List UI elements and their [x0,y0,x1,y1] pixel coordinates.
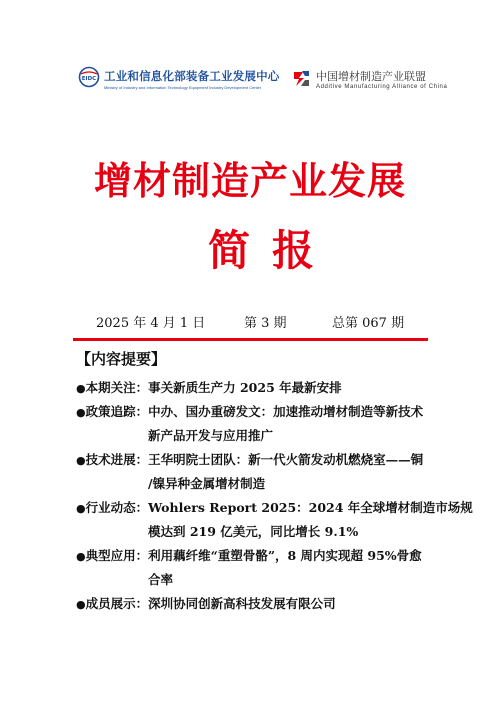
miit-logo-icon [78,66,100,88]
summary-item-label: 本期关注： [85,380,149,395]
miit-org-name: 工业和信息化部装备工业发展中心 [104,69,280,83]
summary-item-continuation: 模达到 219 亿美元，同比增长 9.1% [148,524,359,539]
summary-item [76,496,473,521]
bullet-icon: ● [76,502,86,515]
bullet-icon: ● [76,382,86,395]
summary-item [76,592,336,617]
summary-item-label: 政策追踪： [85,404,149,419]
bullet-icon: ● [76,454,86,467]
alliance-org-name: 中国增材制造产业联盟 [316,70,426,83]
summary-item-label: 成员展示： [85,596,149,611]
summary-item-text: Wohlers Report 2025：2024 年全球增材制造市场规 [148,500,473,515]
summary-item-continuation: 合率 [148,572,174,587]
summary-item-label: 典型应用： [85,548,149,563]
main-title: 增材制造产业发展 [93,158,406,203]
bullet-icon: ● [76,406,86,419]
issue-total-number: 总第 067 期 [332,316,405,331]
red-divider [73,338,428,341]
summary-item [76,544,422,569]
summary-heading: 【内容提要】 [76,350,167,368]
issue-date: 2025 年 4 月 1 日 [96,316,206,331]
summary-item-label: 行业动态： [85,500,149,515]
issue-number: 第 3 期 [244,316,287,331]
summary-item-text: 深圳协同创新高科技发展有限公司 [148,596,336,611]
summary-item-label: 技术进展： [85,452,149,467]
bullet-icon: ● [76,550,86,563]
summary-item-text: 中办、国办重磅发文：加速推动增材制造等新技术 [148,404,424,419]
svg-text:EIDC: EIDC [81,76,97,82]
summary-item [76,376,342,401]
summary-item-continuation: 新产品开发与应用推广 [148,428,274,443]
sub-title: 简报 [207,226,336,275]
alliance-org-subtitle: Additive Manufacturing Alliance of China [316,84,448,90]
summary-item-text: 利用藕纤维“重塑骨骼”，8 周内实现超 95%骨愈 [148,548,422,563]
summary-item-text: 事关新质生产力 2025 年最新安排 [148,380,342,395]
alliance-logo-icon [290,67,312,89]
summary-item [76,400,423,425]
summary-item-continuation: /镍异种金属增材制造 [148,476,266,491]
summary-item-text: 王华明院士团队：新一代火箭发动机燃烧室——铜 [148,452,424,467]
miit-org-subtitle: Ministry of Industry and Information Technology Equipment Industry Development Center [104,85,262,90]
bullet-icon: ● [76,598,86,611]
summary-item [76,448,423,473]
